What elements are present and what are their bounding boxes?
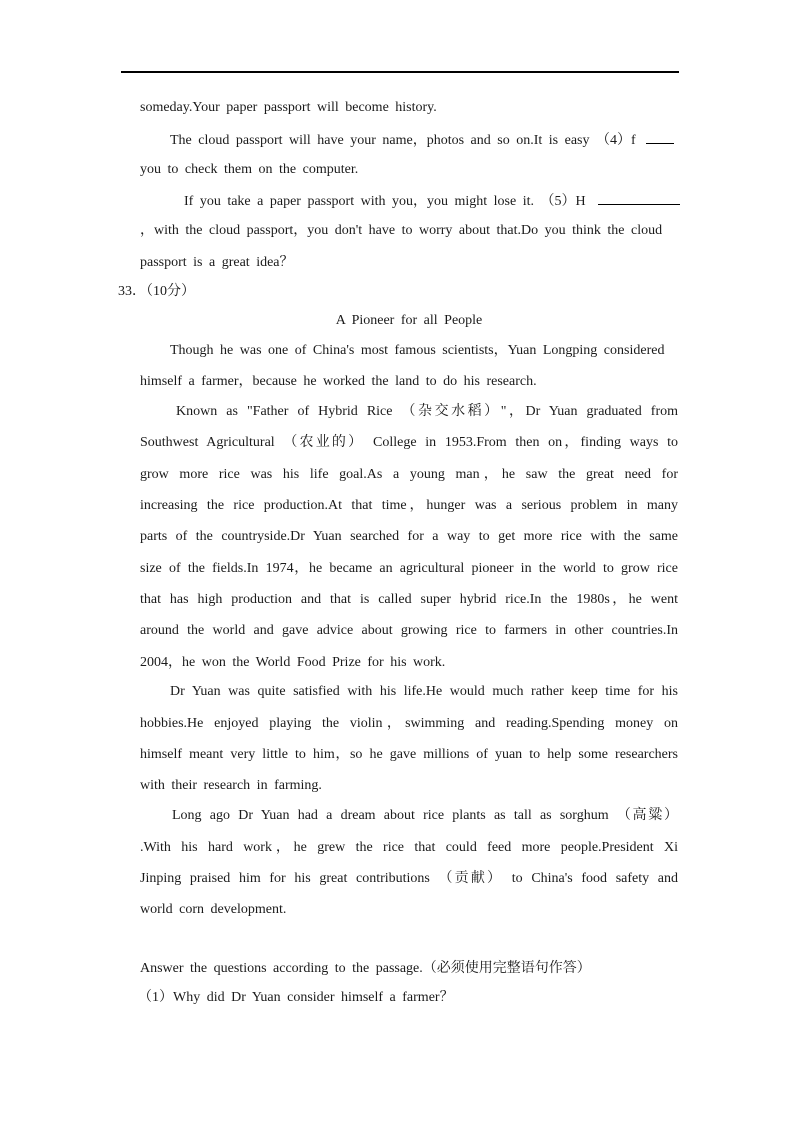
text-line: The cloud passport will have your name，photos and so on.It is easy （4）f bbox=[170, 133, 636, 148]
instruction-text: Answer the questions according to the passage.（必须使用完整语句作答） bbox=[140, 961, 591, 976]
paragraph-line: around the world and gave advice about growing rice to farmers in other countries.In bbox=[140, 623, 678, 638]
text-line: you to check them on the computer. bbox=[140, 162, 359, 177]
paragraph-line: Though he was one of China's most famous scientists，Yuan Longping considered bbox=[170, 343, 665, 358]
paragraph-line: increasing the rice production.At that time，hunger was a serious problem in many bbox=[140, 498, 678, 513]
paragraph-line: grow more rice was his life goal.As a young man，he saw the great need for bbox=[140, 467, 678, 482]
passage-title: A Pioneer for all People bbox=[335, 313, 483, 328]
paragraph-line: hobbies.He enjoyed playing the violin，swimming and reading.Spending money on bbox=[140, 716, 678, 731]
paragraph-line: with their research in farming. bbox=[140, 778, 322, 793]
text-line: ，with the cloud passport，you don't have to worry about that.Do you think the cloud bbox=[140, 223, 663, 238]
paragraph-line: Jinping praised him for his great contributions （贡献） to China's food safety and bbox=[140, 871, 678, 886]
question-number: 33．（10分） bbox=[118, 284, 195, 299]
text-line-with-blank-5 bbox=[184, 191, 680, 211]
paragraph-line: size of the fields.In 1974，he became an agricultural pioneer in the world to grow rice bbox=[140, 561, 678, 576]
paragraph-line: .With his hard work，he grew the rice that could feed more people.President Xi bbox=[140, 840, 678, 855]
answer-blank-5[interactable] bbox=[598, 191, 680, 205]
text-line: passport is a great idea？ bbox=[140, 255, 294, 270]
text-line: someday.Your paper passport will become history. bbox=[140, 100, 437, 115]
text-line: If you take a paper passport with you，you might lose it. （5）H bbox=[184, 194, 586, 209]
header-rule bbox=[121, 71, 679, 73]
paragraph-line: world corn development. bbox=[140, 902, 287, 917]
paragraph-line: Known as "Father of Hybrid Rice （杂交水稻）"，Dr Yuan graduated from bbox=[176, 404, 678, 419]
paragraph-line: himself meant very little to him，so he gave millions of yuan to help some researchers bbox=[140, 747, 678, 762]
text-line-with-blank-4 bbox=[170, 130, 674, 150]
paragraph-line: that has high production and that is called super hybrid rice.In the 1980s，he went bbox=[140, 592, 678, 607]
paragraph-line: Long ago Dr Yuan had a dream about rice plants as tall as sorghum （高粱） bbox=[172, 808, 678, 823]
paragraph-line: Dr Yuan was quite satisfied with his life.He would much rather keep time for his bbox=[170, 684, 678, 699]
paragraph-line: parts of the countryside.Dr Yuan searched for a way to get more rice with the same bbox=[140, 529, 678, 544]
sub-question-1: （1）Why did Dr Yuan consider himself a farmer？ bbox=[138, 990, 454, 1005]
paragraph-line: Southwest Agricultural （农业的） College in 1953.From then on，finding ways to bbox=[140, 435, 678, 450]
paragraph-line: himself a farmer，because he worked the land to do his research. bbox=[140, 374, 537, 389]
paragraph-line: 2004，he won the World Food Prize for his work. bbox=[140, 655, 446, 670]
answer-blank-4[interactable] bbox=[646, 130, 674, 144]
